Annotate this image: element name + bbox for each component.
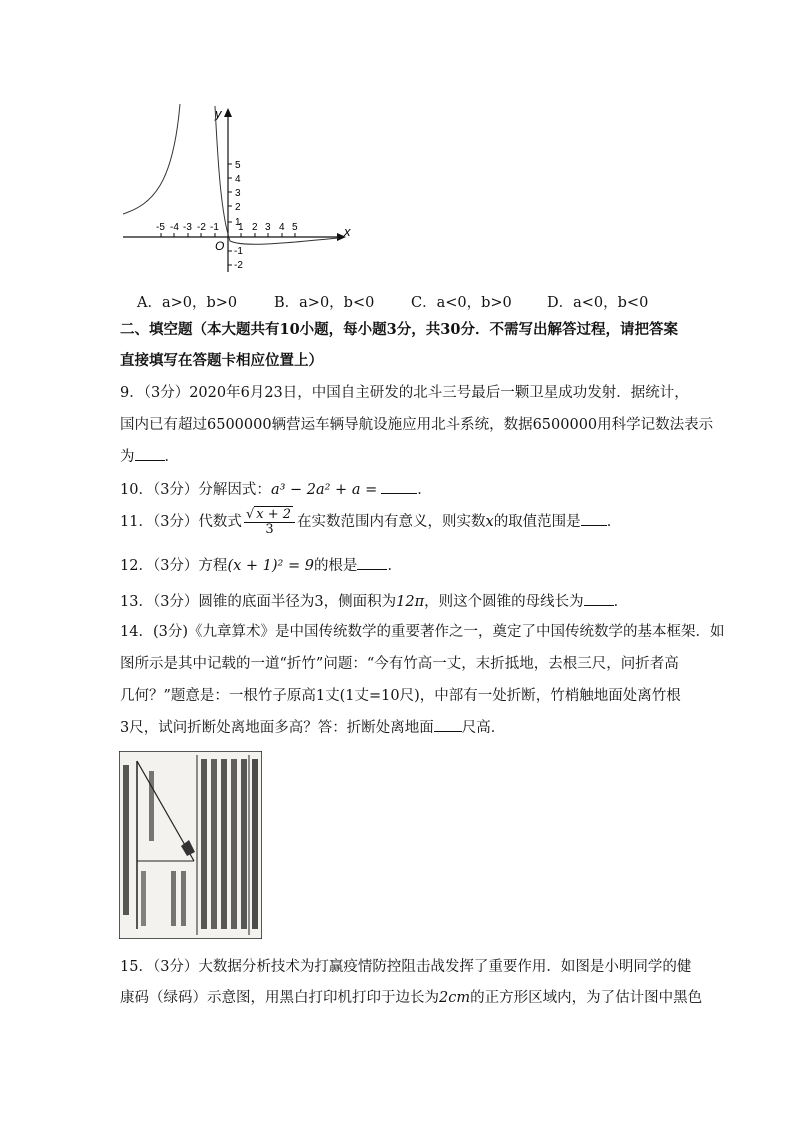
function-graph: [118, 104, 358, 274]
option-d[interactable]: D．a<0，b<0: [547, 295, 649, 311]
x-tick-label: 3: [265, 222, 271, 233]
q11-post: 的取值范围是: [493, 514, 581, 530]
q12-post: 的根是: [313, 558, 358, 574]
x-tick-label: 2: [252, 222, 258, 233]
y-tick-label: 1: [235, 217, 241, 228]
y-axis-label: y: [215, 106, 222, 121]
y-tick-label: -1: [234, 246, 243, 257]
q14-line1: 14．(3分)《九章算术》是中国传统数学的重要著作之一，奠定了中国传统数学的基本框架．如: [120, 624, 725, 640]
q14-line2: 图所示是其中记载的一道“折竹”问题：“今有竹高一丈，末折抵地，去根三尺，问折者高: [120, 656, 679, 672]
q11-answer-blank[interactable]: [581, 511, 607, 526]
q14-text: 3尺，试问折断处离地面多高？答：折断处离地面: [120, 720, 434, 736]
q10-answer-blank[interactable]: [381, 479, 417, 494]
y-tick-label: 5: [235, 160, 241, 171]
x-tick-label: -3: [183, 222, 192, 233]
q11-mid: 在实数范围内有意义，则实数: [297, 514, 486, 530]
q12-end: ．: [387, 558, 402, 574]
x-tick-label: -4: [170, 222, 179, 233]
q13-expression: 12π: [396, 594, 425, 610]
q14-answer-blank[interactable]: [434, 717, 462, 732]
q15-line1: 15．（3分）大数据分析技术为打赢疫情防控阻击战发挥了重要作用．如图是小明同学的健: [120, 959, 692, 975]
y-tick-label: -2: [234, 260, 243, 271]
option-a[interactable]: A．a>0，b>0: [137, 295, 238, 311]
q12-expression: (x + 1)² = 9: [227, 558, 314, 574]
q11-var: x: [485, 514, 494, 530]
y-tick-label: 3: [235, 188, 241, 199]
q10: [120, 479, 432, 500]
x-tick-label: -2: [197, 222, 206, 233]
q14-line4: [120, 717, 505, 738]
q11-denominator: 3: [265, 521, 274, 537]
q9-line1: 9．（3分）2020年6月23日，中国自主研发的北斗三号最后一颗卫星成功发射．据统计，: [120, 385, 689, 401]
q15-text: 康码（绿码）示意图，用黑白打印机打印于边长为: [120, 990, 439, 1006]
q11-fraction: $\frac{√ x + 2}{3}$: [244, 508, 295, 537]
x-tick-label: -5: [156, 222, 165, 233]
q13-post: ，则这个圆锥的母线长为: [424, 594, 584, 610]
q15-text-end: 的正方形区域内，为了估计图中黑色: [470, 990, 703, 1006]
x-tick-label: 1: [238, 222, 244, 233]
q13-end: ．: [613, 594, 629, 610]
y-tick-label: 2: [235, 202, 241, 213]
section-header-cont: 直接填写在答题卡相应位置上）: [120, 352, 323, 369]
q9-text: 为: [120, 449, 135, 465]
x-tick-label: 5: [292, 222, 298, 233]
x-tick-label: 4: [279, 222, 285, 233]
y-tick-label: 4: [235, 174, 241, 185]
q13-text: 13．（3分）圆锥的底面半径为3，侧面积为: [120, 594, 397, 610]
q10-end: ．: [417, 482, 432, 498]
q11-radicand: x + 2: [256, 506, 291, 522]
curve-left-branch: [123, 104, 180, 214]
q9-end: ．: [164, 449, 179, 465]
q10-text: 10．（3分）分解因式：: [120, 482, 271, 498]
q11: [120, 505, 621, 539]
section-header: 二、填空题（本大题共有10小题，每小题3分，共30分．不需写出解答过程，请把答案: [120, 321, 678, 338]
q12: [120, 555, 402, 576]
q11-text: 11．（3分）代数式: [120, 514, 242, 530]
q13: [120, 591, 628, 612]
x-tick-label: -1: [210, 222, 219, 233]
q13-answer-blank[interactable]: [584, 591, 614, 606]
q9-answer-blank[interactable]: [135, 446, 165, 461]
q9-line3: [120, 446, 179, 467]
q15-expression: 2cm: [439, 990, 471, 1006]
ancient-book-illustration: [119, 751, 262, 939]
q11-end: ．: [606, 514, 622, 530]
x-axis-label: x: [344, 224, 351, 239]
q12-text: 12．（3分）方程: [120, 558, 228, 574]
y-axis-arrow: [224, 108, 232, 117]
q9-line2: 国内已有超过6500000辆营运车辆导航设施应用北斗系统，数据6500000用科学记数法表示: [120, 417, 714, 433]
q12-answer-blank[interactable]: [357, 555, 387, 570]
q10-expression: a³ − 2a² + a =: [270, 482, 378, 498]
option-c[interactable]: C．a<0，b>0: [411, 295, 512, 311]
q14-line3: 几何？”题意是：一根竹子原高1丈(1丈=10尺)，中部有一处折断，竹梢触地面处离竹根: [120, 688, 681, 704]
q14-end: 尺高．: [461, 720, 506, 736]
q15-line2: [120, 988, 702, 1008]
option-b[interactable]: B．a>0，b<0: [274, 295, 375, 311]
curve-right-branch: [215, 106, 338, 244]
origin-label: O: [215, 239, 225, 253]
